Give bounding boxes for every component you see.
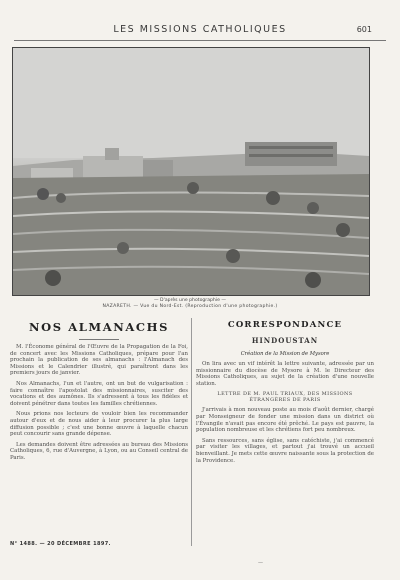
paragraph: J'arrivais à mon nouveau poste au mois d'août dernier, chargé par Monseigneur de fonder une mission dans un district où l'Évangile n'avait pas encore été prêché. Le pays est pauvre, la population nombreuse et les chrétiens fort peu nombreux. xyxy=(196,407,374,434)
photo-illustration xyxy=(13,48,369,295)
column-divider xyxy=(191,318,192,546)
issue-footer: N° 1488. — 20 DÉCEMBRE 1897. xyxy=(10,541,111,547)
paragraph: Les demandes doivent être adressées au bureau des Missions Catholiques, 6, rue d'Auvergne, à Lyon, ou au Conseil central de Paris. xyxy=(10,441,188,461)
paragraph: Sans ressources, sans église, sans catéchiste, j'ai commencé par visiter les villages, et partout j'ai trouvé un accueil bienveillant. Je mets cette œuvre naissante sous la protection de la Providence. xyxy=(196,437,374,464)
almanachs-heading: NOS ALMANACHS xyxy=(28,320,170,334)
figure-caption xyxy=(12,298,368,310)
page-number: 601 xyxy=(356,25,372,34)
caption-title: NAZARETH. — Vue du Nord-Est. (Reproduction d'une photographie.) xyxy=(102,304,278,309)
article-subheading: Création de la Mission de Mysore xyxy=(240,351,330,357)
region-heading: HINDOUSTAN xyxy=(251,336,319,345)
correspondance-heading: CORRESPONDANCE xyxy=(227,320,343,330)
header-rule xyxy=(14,40,386,41)
letter-title: LETTRE DE M. PAUL TRIAUX, DES MISSIONS ÉTRANGÈRES DE PARIS xyxy=(217,391,353,404)
paragraph: Nous prions nos lecteurs de vouloir bien les recommander autour d'eux et de nous aider à leur procurer la plus large diffusion possible ; c'est une bonne œuvre à laquelle chacun peut concourir sans grande dépense. xyxy=(10,411,188,438)
right-column xyxy=(196,320,374,464)
paragraph: Nos Almanachs, l'un et l'autre, ont un but de vulgarisation : faire connaître l'apostolat des missionnaires, susciter des vocations et des aumônes. Ils s'adressent à tous les fidèles et doivent pénétrer dans toutes les familles chrétiennes. xyxy=(10,380,188,407)
running-title: LES MISSIONS CATHOLIQUES xyxy=(113,24,287,35)
signature-mark: — xyxy=(258,560,263,566)
caption-credit: — D'après une photographie — xyxy=(153,298,226,303)
paragraph: M. l'Économe général de l'Œuvre de la Propagation de la Foi, de concert avec les Missions Catholiques, prépare pour l'an prochain la publication de ses almanachs : l'Almanach des Missions et le Calendrier illustré, qui paraîtront dans les premiers jours de janvier. xyxy=(10,344,188,377)
left-column xyxy=(10,320,188,462)
landscape-photograph xyxy=(12,47,370,296)
intro-paragraph: On lira avec un vif intérêt la lettre suivante, adressée par un missionnaire du diocèse de Mysore à M. le Directeur des Missions Catholiques, au sujet de la création d'une nouvelle station. xyxy=(196,361,374,387)
heading-rule xyxy=(79,339,119,340)
running-head xyxy=(0,24,400,38)
